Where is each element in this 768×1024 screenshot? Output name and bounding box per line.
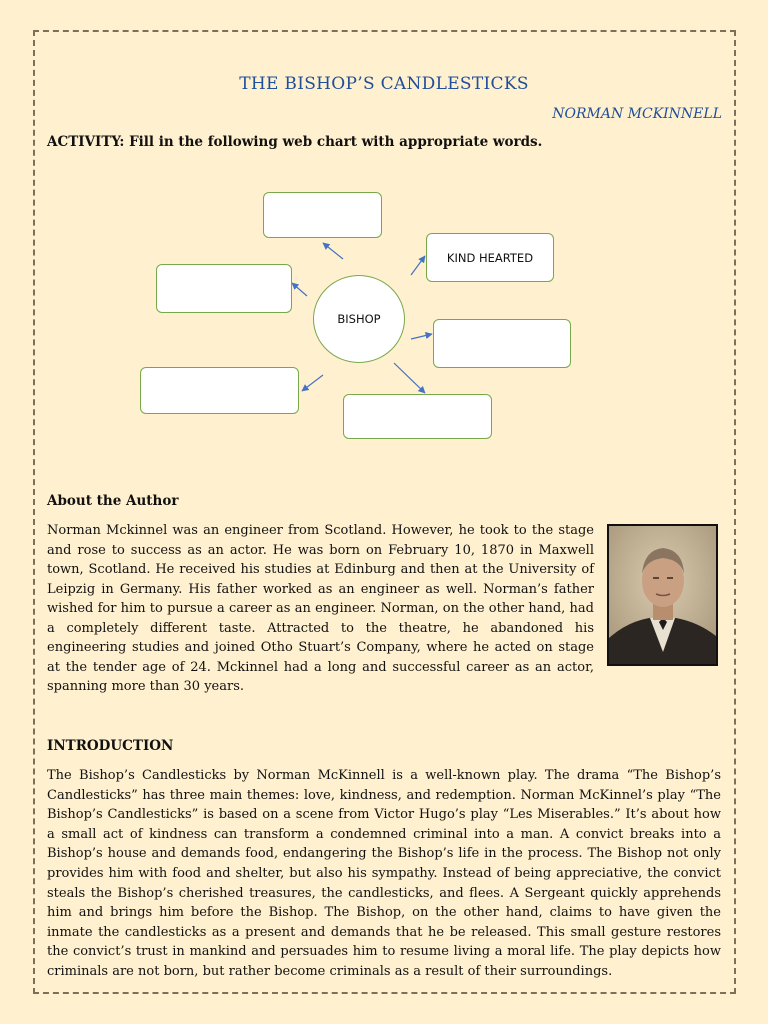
web-box-right[interactable]	[433, 319, 571, 368]
about-author-heading: About the Author	[47, 493, 179, 509]
web-center-bishop: BISHOP	[313, 275, 405, 363]
author-name: NORMAN MCKINNELL	[552, 106, 722, 122]
web-box-left[interactable]	[156, 264, 292, 313]
author-portrait	[607, 524, 718, 666]
web-box-bottom[interactable]	[343, 394, 492, 439]
introduction-heading: INTRODUCTION	[47, 738, 174, 754]
page-title: THE BISHOP’S CANDLESTICKS	[239, 74, 529, 94]
activity-instruction: ACTIVITY: Fill in the following web chart with appropriate words.	[47, 134, 543, 150]
web-box-top[interactable]	[263, 192, 382, 238]
author-portrait-image	[609, 526, 716, 664]
web-box-bottom-left[interactable]	[140, 367, 299, 414]
introduction-paragraph: The Bishop’s Candlesticks by Norman McKinnell is a well-known play. The drama “The Bishop’s Candlesticks” has three main themes: love, kindness, and redemption. Norman McKinnel’s play “The Bishop’s Candlesticks” is based on a scene from Victor Hugo’s play “Les Miserables.” It’s about how a small act of kindness can transform a condemned criminal into a man. A convict breaks into a Bishop’s house and demands food, endangering the Bishop’s life in the process. The Bishop not only provides him with food and shelter, but also his sympathy. Instead of being appreciative, the convict steals the Bishop’s cherished treasures, the candlesticks, and flees. A Sergeant quickly apprehends him and brings him before the Bishop. The Bishop, on the other hand, claims to have given the inmate the candlesticks as a present and demands that he be released. This small gesture restores the convict’s trust in mankind and persuades him to resume living a moral life. The play depicts how criminals are not born, but rather become criminals as a result of their surroundings.	[47, 768, 721, 979]
web-box-top-right[interactable]: KIND HEARTED	[426, 233, 554, 282]
about-author-paragraph: Norman Mckinnel was an engineer from Scotland. However, he took to the stage and rose to success as an actor. He was born on February 10, 1870 in Maxwell town, Scotland. He received his studies at Edinburg and then at the University of Leipzig in Germany. His father worked as an engineer as well. Norman’s father wished for him to pursue a career as an engineer. Norman, on the other hand, had a completely different taste. Attracted to the theatre, he abandoned his engineering studies and joined Otho Stuart’s Company, where he acted on stage at the tender age of 24. Mckinnel had a long and successful career as an actor, spanning more than 30 years.	[47, 523, 594, 694]
